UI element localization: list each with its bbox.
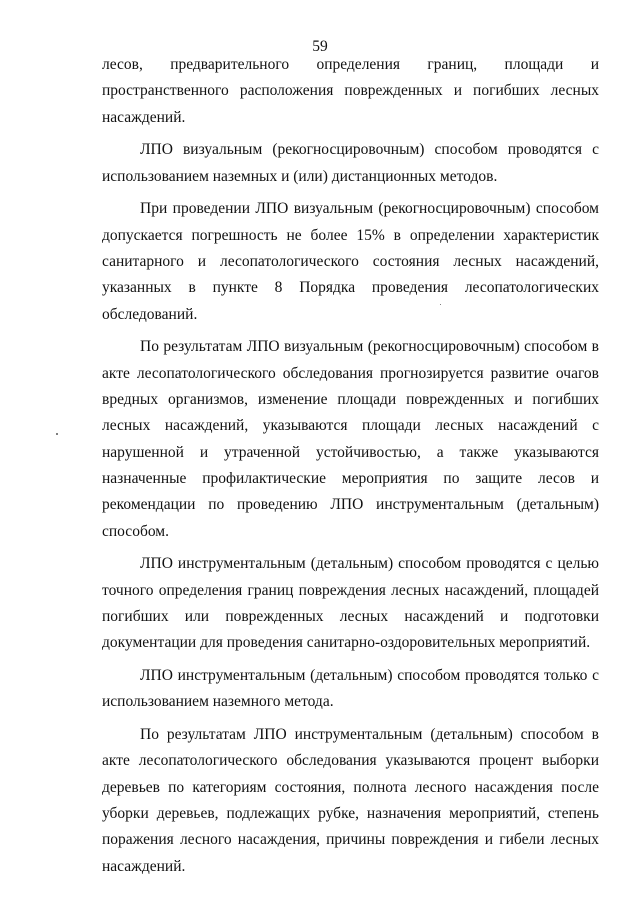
- paragraph-instrumental-results: По результатам ЛПО инструментальным (детальным) способом в акте лесопатологического обследования указываются процент выборки деревьев по категориям состояния, полнота лесного насаждения после уборки деревьев, подлежащих рубке, назначения мероприятий, степень поражения лесного насаждения, причины повреждения и гибели лесных насаждений.: [102, 726, 599, 875]
- scan-speck: [56, 433, 58, 435]
- paragraph-instrumental-methods: ЛПО инструментальным (детальным) способом проводятся только с использованием наземного метода.: [102, 667, 599, 711]
- paragraph-continuation: лесов, предварительного определения границ, площади и пространственного расположения поврежденных и погибших лесных насаждений.: [102, 56, 599, 126]
- paragraph-visual-results: По результатам ЛПО визуальным (рекогносцировочным) способом в акте лесопатологического обследования прогнозируется развитие очагов вредных организмов, изменение площади поврежденных и погибших лесных насаждений, указываются площади лесных насаждений с нарушенной и утраченной устойчивостью, а также указываются назначенные профилактические мероприятия по защите лесов и рекомендации по проведению ЛПО инструментальным (детальным) способом.: [102, 338, 599, 540]
- document-body: [102, 52, 599, 886]
- paragraph-visual-methods: ЛПО визуальным (рекогносцировочным) способом проводятся с использованием наземных и (или) дистанционных методов.: [102, 141, 599, 185]
- page-number: 59: [312, 38, 328, 55]
- scan-speck: [440, 304, 441, 305]
- paragraph-visual-error-margin: При проведении ЛПО визуальным (рекогносцировочным) способом допускается погрешность не более 15% в определении характеристик санитарного и лесопатологического состояния лесных насаждений, указанных в пункте 8 Порядка проведения лесопатологических обследований.: [102, 200, 599, 323]
- paragraph-instrumental-purpose: ЛПО инструментальным (детальным) способом проводятся с целью точного определения границ повреждения лесных насаждений, площадей погибших или поврежденных лесных насаждений и подготовки документации для проведения санитарно-оздоровительных мероприятий.: [102, 555, 599, 652]
